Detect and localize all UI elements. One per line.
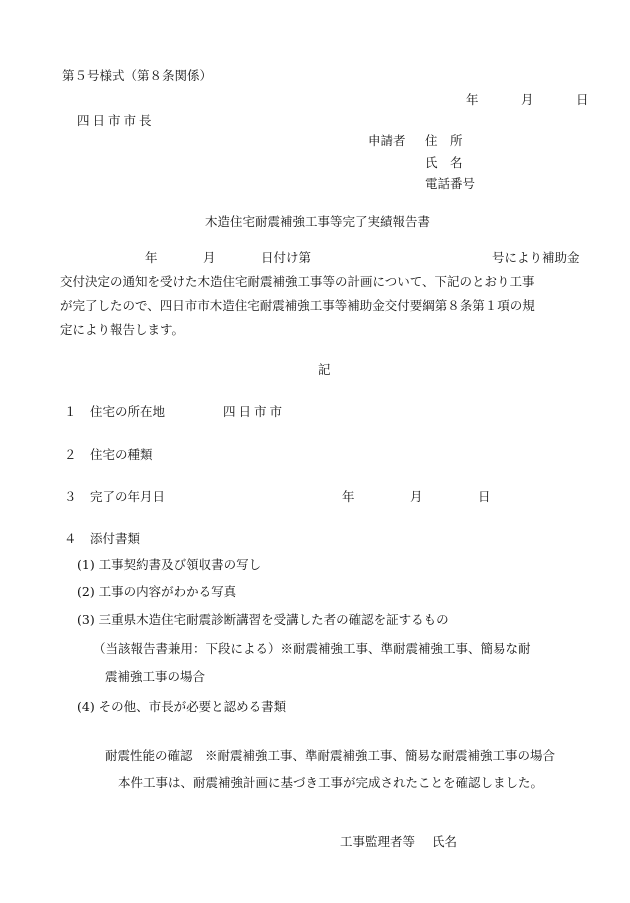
body-month: 月 <box>203 250 216 265</box>
item3-number: ３ <box>64 489 77 504</box>
item3-label: 完了の年月日 <box>90 489 166 504</box>
attachment-3-note-line2: 震補強工事の場合 <box>105 669 206 684</box>
ki-heading: 記 <box>318 362 331 377</box>
item2-label: 住宅の種類 <box>90 447 153 462</box>
applicant-label: 申請者 <box>368 133 406 148</box>
supervisor-label: 工事監理者等 <box>340 834 416 849</box>
item2-number: ２ <box>64 447 77 462</box>
attachment-3: (3) 三重県木造住宅耐震診断講習を受講した者の確認を証するもの <box>77 612 449 627</box>
addressee: 四日市市長 <box>77 113 155 128</box>
body-year: 年 <box>145 250 158 265</box>
attachment-2: (2) 工事の内容がわかる写真 <box>77 584 237 599</box>
item3-year: 年 <box>342 489 355 504</box>
date-day: 日 <box>576 92 589 107</box>
item1-label: 住宅の所在地 <box>90 404 166 419</box>
item4-label: 添付書類 <box>90 531 141 546</box>
body-day-number: 日付け第 <box>261 250 312 265</box>
attachment-1: (1) 工事契約書及び領収書の写し <box>77 557 262 572</box>
body-line3: が完了したので、四日市市木造住宅耐震補強工事等補助金交付要綱第８条第１項の規 <box>60 298 535 313</box>
item1-value: 四日市市 <box>223 404 286 419</box>
applicant-address-label: 住 所 <box>425 133 463 148</box>
item4-number: ４ <box>64 531 77 546</box>
applicant-phone-label: 電話番号 <box>425 176 476 191</box>
applicant-name-label: 氏 名 <box>425 155 463 170</box>
date-month: 月 <box>521 92 534 107</box>
confirmation-heading: 耐震性能の確認 ※耐震補強工事、準耐震補強工事、簡易な耐震補強工事の場合 <box>105 748 556 763</box>
body-line2: 交付決定の通知を受けた木造住宅耐震補強工事等の計画について、下記のとおり工事 <box>60 274 535 289</box>
document-title: 木造住宅耐震補強工事等完了実績報告書 <box>205 214 431 229</box>
form-label: 第５号様式（第８条関係） <box>62 68 213 83</box>
item3-month: 月 <box>410 489 423 504</box>
attachment-3-note-line1: （当該報告書兼用：下段による）※耐震補強工事、準耐震補強工事、簡易な耐 <box>93 641 531 656</box>
attachment-4: (4) その他、市長が必要と認める書類 <box>77 699 287 714</box>
item3-day: 日 <box>478 489 491 504</box>
confirmation-statement: 本件工事は、耐震補強計画に基づき工事が完成されたことを確認しました。 <box>118 775 544 790</box>
body-line4: 定により報告します。 <box>60 322 185 337</box>
item1-number: １ <box>64 404 77 419</box>
supervisor-name-label: 氏名 <box>432 834 458 849</box>
date-year: 年 <box>466 92 479 107</box>
body-line1-suffix: 号により補助金 <box>492 250 580 265</box>
